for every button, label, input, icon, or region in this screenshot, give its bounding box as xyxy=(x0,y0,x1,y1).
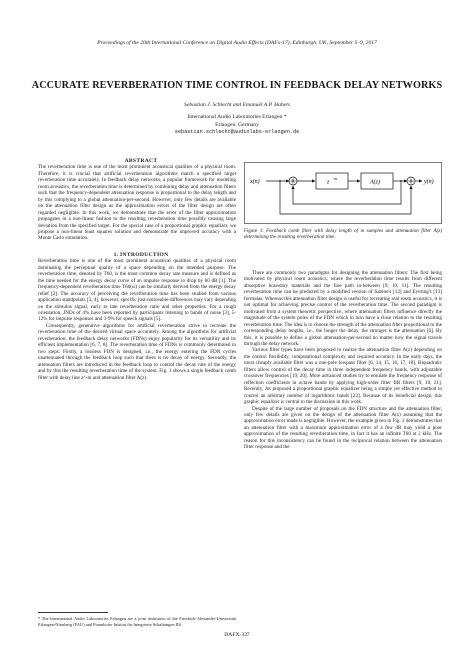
abstract-heading: ABSTRACT xyxy=(124,158,158,164)
paper-title: ACCURATE REVERBERATION TIME CONTROL IN FEEDBACK DELAY NETWORKS xyxy=(31,80,443,91)
input-label: x(n) xyxy=(250,179,260,185)
figure-1-caption xyxy=(244,228,442,241)
affiliation-block xyxy=(20,114,454,137)
delay-exponent: −m xyxy=(331,176,338,181)
paper-authors: Sebastian J. Schlecht and Emanuël A.P. Habets xyxy=(184,102,290,108)
caption-text: Feedback comb filter with delay length of m samples and attenuation filter A(z) determining the resulting reverberation time. xyxy=(244,228,442,241)
affiliation: International Audio Laboratories Erlangen * xyxy=(187,114,287,120)
figure-frame xyxy=(245,163,442,224)
footnote-rule xyxy=(38,612,108,613)
intro-heading: 1. INTRODUCTION xyxy=(113,251,169,258)
left-column xyxy=(38,158,236,381)
delay-label: z xyxy=(327,179,330,186)
abstract-text: The reverberation time is one of the most prominent acoustical qualities of a physical room. Therefore, it is crucial that artificial reverberation algorithms match a specified target reverberation time accurately. In feedback delay networks, a popular framework for modeling room acoustics, the reverberation time is determined by combining delay and attenuation filters such that the frequency-dependent attenuation response is proportional to the delay length and by this complying to a global attenuation-per-second. However, only few details are available on the attenuation filter design as the approximation errors of the filter design are often regarded negligible. In this work, we demonstrate that the error of the filter approximation propagates in a non-linear fashion to the resulting reverberation time possibly causing large deviation from the specified target. For the special case of a proportional graphic equalizer, we propose a non-linear least squares solution and demonstrate the improved accuracy with a Monte Carlo simulation. xyxy=(38,164,236,242)
running-head: Proceedings of the 20th International Conference on Digital Audio Effects (DAFx-17), Edinburgh, UK, September 5–9, 2017 xyxy=(97,40,377,46)
caption-prefix: Figure 1: xyxy=(244,228,267,234)
email[interactable]: sebastian.schlecht@audiolabs-erlangen.de xyxy=(174,129,300,136)
right-paragraph-1: There are commonly two paradigms for designing the attenuation filters: The first being motivated by physical room acoustics, where the reverberation time results from different absorptive boundary materials and the free path in-between [9, 10, 11]. The resulting reverberation time can be predicted by a modified version of Sabine's [12] and Eyering's [13] formulas. Whereas this attenuation filter design is useful for recreating real room acoustics, it is not optimal for achieving precise control of the reverberation time. The second paradigm is motivated from a system theoretic perspective, where attenuation filters influence directly the magnitude of the system poles of the FDN which in turn have a close relation to the resulting reverberation time. The idea is to choose the strength of the attenuation filter proportional to the corresponding delay lengths, i.e., the longer the delay, the stronger is the attenuation [6]. By this, it is possible to define a global attenuation-per-second no matter how the signal travels through the delay network. xyxy=(244,270,442,347)
intro-paragraph-1: Reverberation time is one of the most prominent acoustical qualities of a physical room dominating the perceptual quality of a space depending on the intended purpose. The reverberation time, denoted by T60, is the most common decay rate measure and is defined as the time needed for the energy decay curve of an impulse response to drop by 60 dB [1]. The frequency-dependent reverberation time T60(ω) can be similarly derived from the energy decay relief [2]. The accuracy of perceiving the reverberation time has been studied from various application standpoints [3, 4], however, specific just-noticeable-differences may vary depending on the stimulus signal, early to late reverberation ratio and other properties. For a rough orientation, JNDs of 4% have been reported by participants listening to bands of noise [3], 5-12% for impulse responses and 3-9% for speech signals [5]. xyxy=(38,258,236,323)
right-paragraph-2: Various filter types have been proposed to realize the attenuation filter A(z) depending on the control flexibility, computational complexity and required accuracy. In the early days, the most cheaply available filter was a one-pole lowpass filter [6, 14, 15, 16, 17, 18]. Biquadratic filters allow control of the decay time in three independent frequency bands, with adjustable crossover frequencies [19, 20]. More advanced studies try to emulate the frequency response of reflection coefficients in octave bands by applying high-order filter IIR filters [9, 10, 21]. Recently, Jot proposed a proportional graphic equalizer being a simple yet effective method to control an arbitrary number of logarithmic bands [22]. Because of its beneficial design, this graphic equalizer is central to the discussion in this work. xyxy=(244,347,442,406)
right-paragraph-3: Despite of the large number of proposals on the FDN structure and the attenuation filter, only few details are given on the design of the attenuation filter A(z) assuming that the approximation error made is negligible. However, the example given in Fig. 2 demonstrates that an attenuation filter with a maximum approximation error of a few dB may yield a poor approximation of the resulting reverberation time, in fact it has an infinite T60 at 2 kHz. The reason for this inconsistency can be found in the reciprocal relation between the attenuation filter response and the xyxy=(244,405,442,451)
footnote: * The International Audio Laboratories Erlangen are a joint institution of the Friedrich-Alexander-Universität Erlangen-Nürnberg (FAU) and Fraunhofer Institut für Integrierte Schaltungen IIS. xyxy=(38,616,236,627)
intro-paragraph-2: Consequently, generative algorithms for artificial reverberation strive to recreate the reverberation time of the desired virtual space accurately. Among the algorithms for artificial reverberation, the feedback delay networks (FDNs) enjoy popularity for its versatility and its efficient implementation [6, 7, 8]. The reverberation time of FDNs is commonly determined in two steps: Firstly, a lossless FDN is designed, i.e., the energy entering the FDN cycles unattenuated through the feedback loop such that there is no decay of energy. Secondly, the attenuation filters are introduced in the feedback loop to control the decay rate of the energy and by this the resulting reverberation time of the system. Fig. 1 shows a single feedback comb filter with delay line z^-m and attenuation filter A(z). xyxy=(38,322,236,381)
output-label: y(n) xyxy=(424,179,434,185)
page-number: DAFX-337 xyxy=(224,632,250,638)
filter-label: A(z) xyxy=(370,179,380,186)
feedback-comb-diagram xyxy=(244,162,442,224)
city: Erlangen, Germany xyxy=(215,121,259,128)
figure-1 xyxy=(244,162,442,224)
right-column xyxy=(244,270,442,451)
